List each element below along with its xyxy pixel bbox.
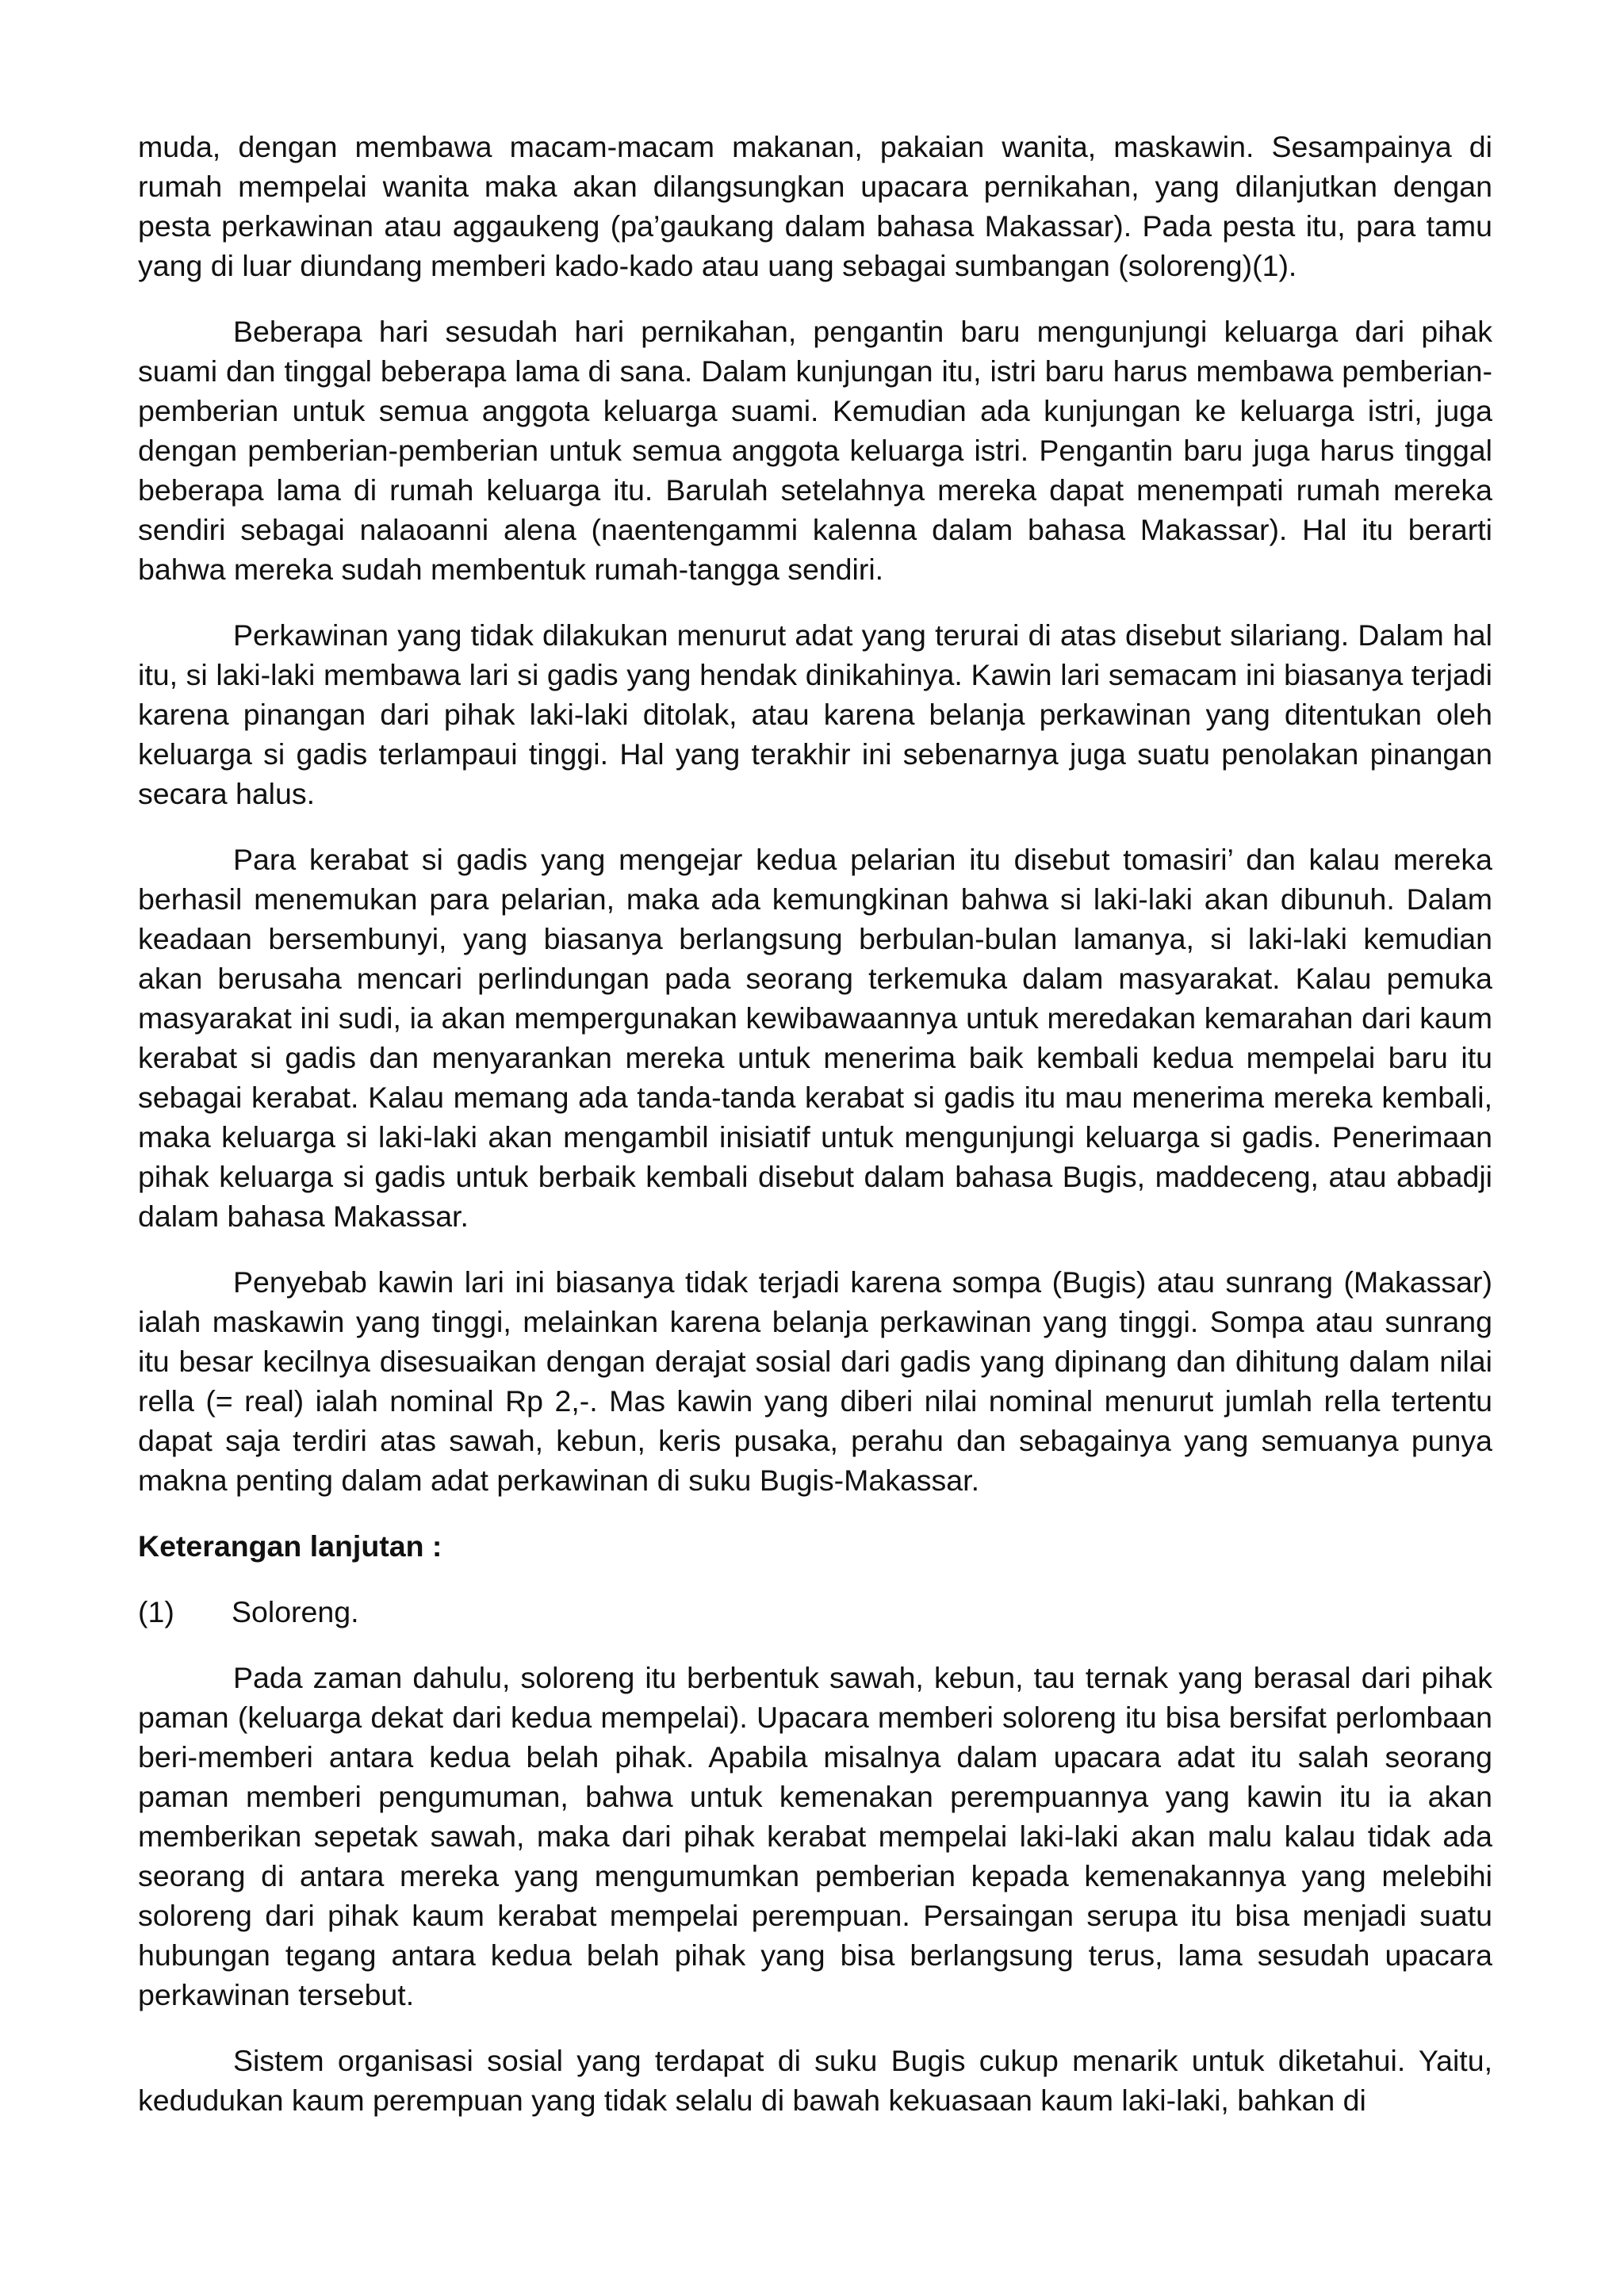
- paragraph-4: Para kerabat si gadis yang mengejar kedua pelarian itu disebut tomasiri’ dan kalau mereka berhasil menemukan para pelarian, maka ada kemungkinan bahwa si laki-laki akan dibunuh. Dalam keadaan bersembunyi, yang biasanya berlangsung berbulan-bulan lamanya, si laki-laki kemudian akan berusaha mencari perlindungan pada seorang terkemuka dalam masyarakat. Kalau pemuka masyarakat ini sudi, ia akan mempergunakan kewibawaannya untuk meredakan kemarahan dari kaum kerabat si gadis dan menyarankan mereka untuk menerima baik kembali kedua mempelai baru itu sebagai kerabat. Kalau memang ada tanda-tanda kerabat si gadis itu mau menerima mereka kembali, maka keluarga si laki-laki akan mengambil inisiatif untuk mengunjungi keluarga si gadis. Penerimaan pihak keluarga si gadis untuk berbaik kembali disebut dalam bahasa Bugis, maddeceng, atau abbadji dalam bahasa Makassar.: [138, 843, 1492, 1233]
- section-heading: Keterangan lanjutan :: [138, 1529, 442, 1563]
- paragraph-5: Penyebab kawin lari ini biasanya tidak terjadi karena sompa (Bugis) atau sunrang (Makassar) ialah maskawin yang tinggi, melainkan karena belanja perkawinan yang tinggi. Sompa atau sunrang itu besar kecilnya disesuaikan dengan derajat sosial dari gadis yang dipinang dan dihitung dalam nilai rella (= real) ialah nominal Rp 2,-. Mas kawin yang diberi nilai nominal menurut jumlah rella tertentu dapat saja terdiri atas sawah, kebun, keris pusaka, perahu dan sebagainya yang semuanya punya makna penting dalam adat perkawinan di suku Bugis-Makassar.: [138, 1265, 1492, 1497]
- note-title: Soloreng.: [232, 1595, 359, 1628]
- note-item: [138, 1592, 1492, 1632]
- note-paragraph-1: Pada zaman dahulu, soloreng itu berbentuk sawah, kebun, tau ternak yang berasal dari pihak paman (keluarga dekat dari kedua mempelai). Upacara memberi soloreng itu bisa bersifat perlombaan beri-memberi antara kedua belah pihak. Apabila misalnya dalam upacara adat itu salah seorang paman memberi pengumuman, bahwa untuk kemenakan perempuannya yang kawin itu ia akan memberikan sepetak sawah, maka dari pihak kerabat mempelai laki-laki akan malu kalau tidak ada seorang di antara mereka yang mengumumkan pemberian kepada kemenakannya yang melebihi soloreng dari pihak kaum kerabat mempelai perempuan. Persaingan serupa itu bisa menjadi suatu hubungan tegang antara kedua belah pihak yang bisa berlangsung terus, lama sesudah upacara perkawinan tersebut.: [138, 1661, 1492, 2011]
- note-number: (1): [138, 1595, 174, 1628]
- note-paragraph-2: Sistem organisasi sosial yang terdapat di suku Bugis cukup menarik untuk diketahui. Yaitu, kedudukan kaum perempuan yang tidak selalu di bawah kekuasaan kaum laki-laki, bahkan di: [138, 2044, 1492, 2117]
- paragraph-2: Beberapa hari sesudah hari pernikahan, pengantin baru mengunjungi keluarga dari pihak suami dan tinggal beberapa lama di sana. Dalam kunjungan itu, istri baru harus membawa pemberian-pemberian untuk semua anggota keluarga suami. Kemudian ada kunjungan ke keluarga istri, juga dengan pemberian-pemberian untuk semua anggota keluarga istri. Pengantin baru juga harus tinggal beberapa lama di rumah keluarga itu. Barulah setelahnya mereka dapat menempati rumah mereka sendiri sebagai nalaoanni alena (naentengammi kalenna dalam bahasa Makassar). Hal itu berarti bahwa mereka sudah membentuk rumah-tangga sendiri.: [138, 315, 1492, 586]
- paragraph-3: Perkawinan yang tidak dilakukan menurut adat yang terurai di atas disebut silariang. Dalam hal itu, si laki-laki membawa lari si gadis yang hendak dinikahinya. Kawin lari semacam ini biasanya terjadi karena pinangan dari pihak laki-laki ditolak, atau karena belanja perkawinan yang ditentukan oleh keluarga si gadis terlampaui tinggi. Hal yang terakhir ini sebenarnya juga suatu penolakan pinangan secara halus.: [138, 618, 1492, 810]
- paragraph-1: muda, dengan membawa macam-macam makanan, pakaian wanita, maskawin. Sesampainya di rumah mempelai wanita maka akan dilangsungkan upacara pernikahan, yang dilanjutkan dengan pesta perkawinan atau aggaukeng (pa’gaukang dalam bahasa Makassar). Pada pesta itu, para tamu yang di luar diundang memberi kado-kado atau uang sebagai sumbangan (soloreng)(1).: [138, 130, 1492, 282]
- document-page: [138, 127, 1492, 2146]
